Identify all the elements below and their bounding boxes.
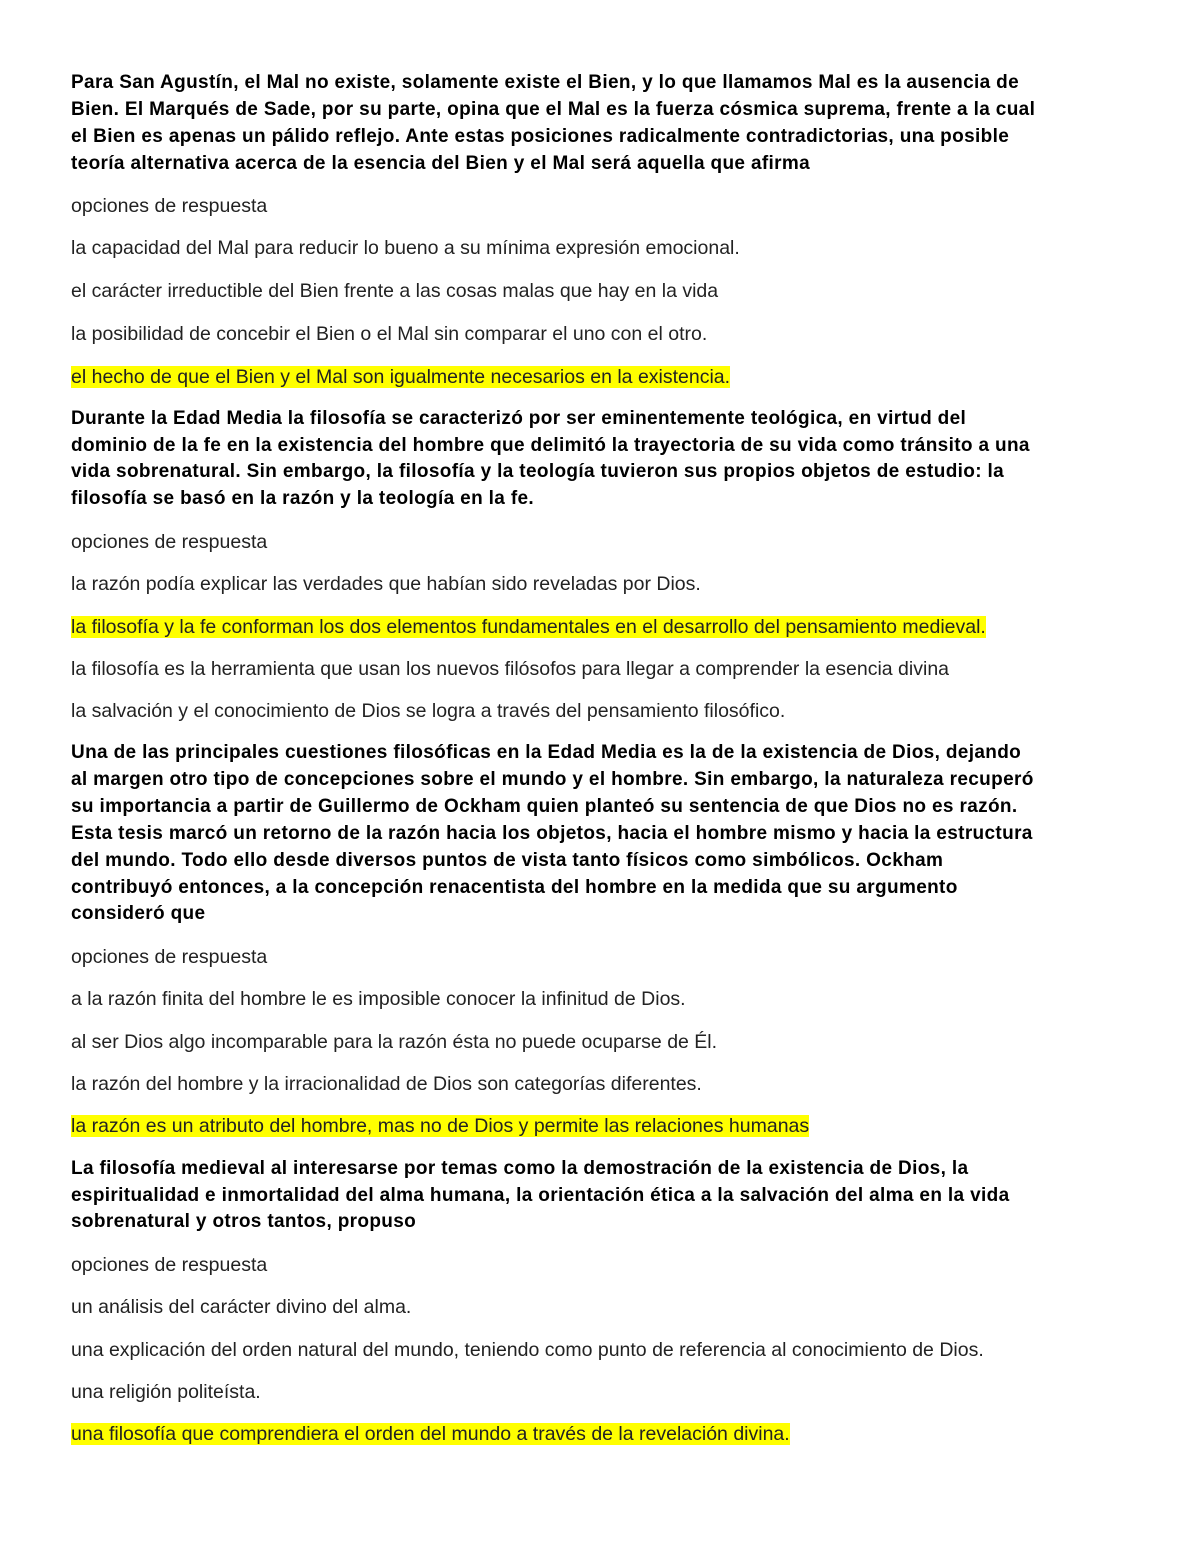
answer-option [71, 699, 785, 723]
question-text-line-text: el Bien es apenas un pálido reflejo. Ante estas posiciones radicalmente contradictorias, una posible [71, 126, 1010, 147]
question-text-line [71, 152, 810, 176]
options-label-text: opciones de respuesta [71, 195, 268, 217]
options-label [71, 945, 267, 969]
question-text-line [71, 849, 943, 873]
question-text-line [71, 1184, 1010, 1208]
question-text-line-text: su importancia a partir de Guillermo de Ockham quien planteó su sentencia de que Dios no es razón. [71, 796, 1018, 817]
answer-option-text: una explicación del orden natural del mundo, teniendo como punto de referencia al conocimiento de Dios. [71, 1339, 984, 1361]
answer-option-text: la capacidad del Mal para reducir lo bueno a su mínima expresión emocional. [71, 237, 740, 259]
answer-option [71, 657, 949, 681]
options-label-text: opciones de respuesta [71, 946, 268, 968]
options-label [71, 530, 267, 554]
options-label-text: opciones de respuesta [71, 1254, 268, 1276]
question-text-line-text: Para San Agustín, el Mal no existe, solamente existe el Bien, y lo que llamamos Mal es la ausencia de [71, 72, 1020, 93]
question-text-line [71, 407, 966, 431]
question-text-line [71, 460, 1004, 484]
answer-option-text: al ser Dios algo incomparable para la razón ésta no puede ocuparse de Él. [71, 1031, 718, 1053]
answer-option-highlighted-text: la filosofía y la fe conforman los dos elementos fundamentales en el desarrollo del pensamiento medieval. [71, 616, 986, 638]
answer-option [71, 1338, 984, 1362]
answer-option [71, 987, 686, 1011]
answer-option [71, 236, 740, 260]
question-text-line-text: consideró que [71, 903, 206, 924]
question-text-line [71, 1210, 416, 1234]
question-text-line-text: teoría alternativa acerca de la esencia del Bien y el Mal será aquella que afirma [71, 153, 811, 174]
question-text-line [71, 768, 1034, 792]
answer-option-text: la posibilidad de concebir el Bien o el Mal sin comparar el uno con el otro. [71, 323, 708, 345]
options-label [71, 194, 267, 218]
answer-option-highlighted-text: la razón es un atributo del hombre, mas no de Dios y permite las relaciones humanas [71, 1115, 810, 1137]
question-text-line [71, 822, 1033, 846]
question-text-line [71, 741, 1021, 765]
answer-option-highlighted-text: el hecho de que el Bien y el Mal son igualmente necesarios en la existencia. [71, 366, 731, 388]
answer-option-text: una religión politeísta. [71, 1381, 261, 1403]
answer-option-highlighted [71, 1114, 809, 1138]
question-text-line [71, 902, 205, 926]
answer-option [71, 1380, 261, 1404]
question-text-line-text: contribuyó entonces, a la concepción renacentista del hombre en la medida que su argumento [71, 877, 958, 898]
question-text-line-text: sobrenatural y otros tantos, propuso [71, 1211, 417, 1232]
question-text-line-text: espiritualidad e inmortalidad del alma humana, la orientación ética a la salvación del alma en la vida [71, 1185, 1010, 1206]
question-text-line [71, 1157, 968, 1181]
question-text-line [71, 71, 1019, 95]
answer-option-text: la filosofía es la herramienta que usan los nuevos filósofos para llegar a comprender la esencia divina [71, 658, 950, 680]
options-label [71, 1253, 267, 1277]
answer-option-highlighted [71, 615, 986, 639]
question-text-line [71, 434, 1030, 458]
answer-option-highlighted-text: una filosofía que comprendiera el orden del mundo a través de la revelación divina. [71, 1423, 790, 1445]
answer-option [71, 572, 701, 596]
answer-option [71, 1072, 702, 1096]
answer-option-highlighted [71, 1422, 790, 1446]
answer-option-text: la razón del hombre y la irracionalidad de Dios son categorías diferentes. [71, 1073, 702, 1095]
question-text-line [71, 487, 534, 511]
answer-option-text: a la razón finita del hombre le es imposible conocer la infinitud de Dios. [71, 988, 686, 1010]
question-text-line-text: Bien. El Marqués de Sade, por su parte, opina que el Mal es la fuerza cósmica suprema, frente a la cual [71, 99, 1036, 120]
answer-option-text: la razón podía explicar las verdades que habían sido reveladas por Dios. [71, 573, 701, 595]
question-text-line-text: Durante la Edad Media la filosofía se caracterizó por ser eminentemente teológica, en virtud del [71, 408, 967, 429]
answer-option [71, 1030, 717, 1054]
answer-option-text: la salvación y el conocimiento de Dios se logra a través del pensamiento filosófico. [71, 700, 786, 722]
question-text-line [71, 795, 1018, 819]
question-text-line-text: vida sobrenatural. Sin embargo, la filosofía y la teología tuvieron sus propios objetos de estudio: la [71, 461, 1005, 482]
question-text-line-text: Una de las principales cuestiones filosóficas en la Edad Media es la de la existencia de Dios, dejando [71, 742, 1022, 763]
answer-option-highlighted [71, 365, 730, 389]
question-text-line [71, 98, 1035, 122]
question-text-line-text: al margen otro tipo de concepciones sobre el mundo y el hombre. Sin embargo, la naturaleza recuperó [71, 769, 1034, 790]
question-text-line-text: Esta tesis marcó un retorno de la razón hacia los objetos, hacia el hombre mismo y hacia la estructura [71, 823, 1033, 844]
answer-option [71, 322, 707, 346]
answer-option-text: el carácter irreductible del Bien frente a las cosas malas que hay en la vida [71, 280, 719, 302]
question-text-line [71, 125, 1009, 149]
answer-option [71, 1295, 411, 1319]
question-text-line [71, 876, 958, 900]
answer-option-text: un análisis del carácter divino del alma. [71, 1296, 412, 1318]
question-text-line-text: del mundo. Todo ello desde diversos puntos de vista tanto físicos como simbólicos. Ockham [71, 850, 944, 871]
options-label-text: opciones de respuesta [71, 531, 268, 553]
question-text-line-text: La filosofía medieval al interesarse por temas como la demostración de la existencia de Dios, la [71, 1158, 969, 1179]
answer-option [71, 279, 718, 303]
question-text-line-text: dominio de la fe en la existencia del hombre que delimitó la trayectoria de su vida como tránsito a una [71, 435, 1030, 456]
question-text-line-text: filosofía se basó en la razón y la teología en la fe. [71, 488, 535, 509]
